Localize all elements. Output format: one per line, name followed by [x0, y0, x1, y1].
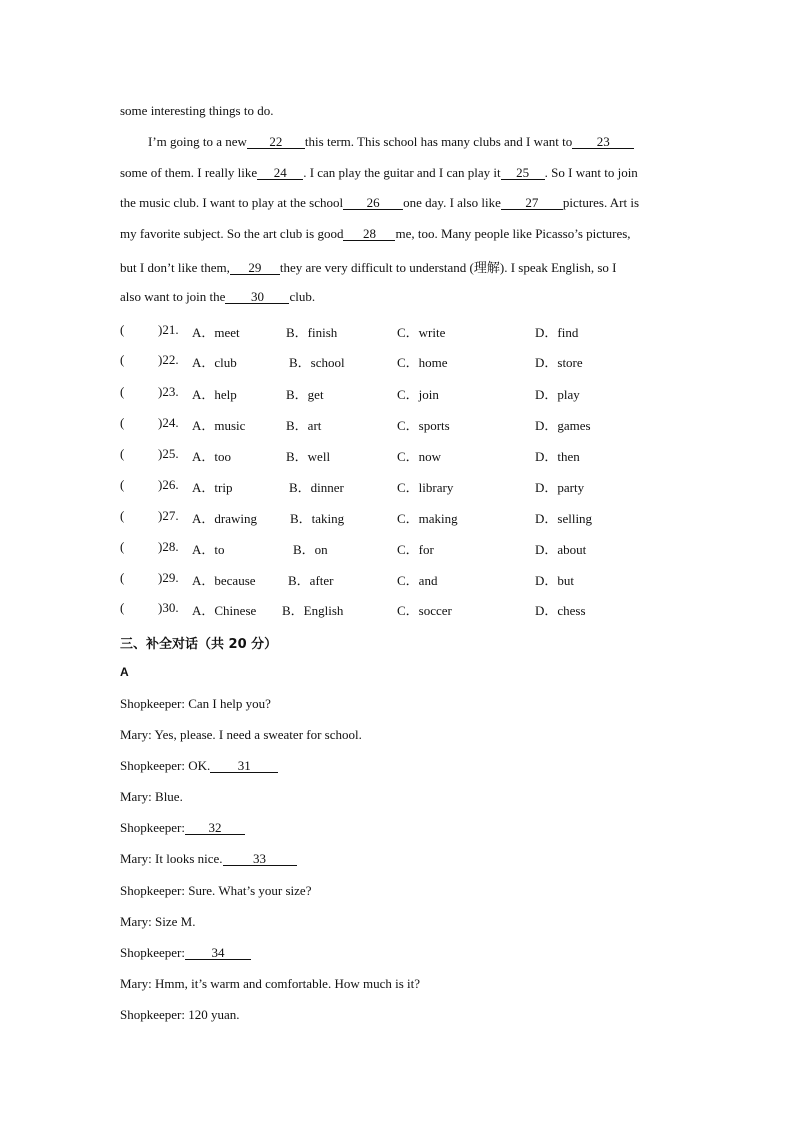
dialogue-line — [120, 976, 420, 992]
option-row-23 — [120, 384, 680, 402]
dialogue-line — [120, 883, 311, 899]
option-b: B．school — [289, 355, 345, 370]
answer-paren: ( — [120, 508, 125, 523]
blank-33: 33 — [223, 852, 297, 866]
answer-paren: ( — [120, 570, 125, 585]
option-d: D．chess — [535, 603, 586, 618]
dialogue-text: Mary: It looks nice. — [120, 851, 223, 866]
answer-paren: ( — [120, 539, 125, 554]
passage-text: . I can play the guitar and I can play it — [303, 165, 501, 180]
answer-paren: ( — [120, 384, 125, 399]
dialogue-line — [120, 696, 271, 712]
option-a: A．trip — [192, 480, 233, 495]
option-c: C．soccer — [397, 603, 452, 618]
dialogue-text: Mary: Size M. — [120, 914, 196, 929]
passage-text: but I don’t like them, — [120, 260, 230, 275]
option-a: A．because — [192, 573, 256, 588]
dialogue-line — [120, 945, 251, 961]
option-a: A．meet — [192, 325, 240, 340]
blank-22: 22 — [247, 135, 305, 149]
option-row-21 — [120, 322, 680, 340]
blank-34: 34 — [185, 946, 251, 960]
option-b: B．finish — [286, 325, 338, 340]
option-c: C．library — [397, 480, 454, 495]
dialogue-text: Shopkeeper: Sure. What’s your size? — [120, 883, 312, 898]
dialogue-text: Mary: Hmm, it’s warm and comfortable. How much is it? — [120, 976, 421, 991]
passage-text: also want to join the — [120, 289, 226, 304]
option-b: B．art — [286, 418, 322, 433]
section-title: 三、补全对话（共 20 分） — [120, 637, 278, 652]
question-number: )21. — [158, 322, 179, 337]
dialogue-text: Shopkeeper: OK. — [120, 758, 211, 773]
option-a: A．drawing — [192, 511, 257, 526]
passage-text: club. — [289, 289, 316, 304]
option-a: A．too — [192, 449, 232, 464]
question-number: )29. — [158, 570, 179, 585]
answer-paren: ( — [120, 600, 125, 615]
answer-paren: ( — [120, 322, 125, 337]
passage-text: I’m going to a new — [148, 134, 247, 149]
part-label: A — [120, 665, 129, 679]
option-d: D．find — [535, 325, 579, 340]
option-row-28 — [120, 539, 680, 557]
passage-line — [120, 289, 315, 305]
dialogue-text: Shopkeeper: Can I help you? — [120, 696, 271, 711]
question-number: )26. — [158, 477, 179, 492]
dialogue-text: Mary: Blue. — [120, 789, 183, 804]
question-number: )23. — [158, 384, 179, 399]
option-a: A．club — [192, 355, 237, 370]
blank-28: 28 — [343, 227, 395, 241]
option-d: D．games — [535, 418, 591, 433]
blank-31: 31 — [210, 759, 278, 773]
blank-27: 27 — [501, 196, 563, 210]
option-row-30 — [120, 600, 680, 618]
blank-30: 30 — [225, 290, 289, 304]
passage-line — [148, 134, 634, 150]
passage-text: some interesting things to do. — [120, 103, 274, 118]
passage-text: they are very difficult to understand (理解). I speak English, so I — [279, 260, 617, 275]
question-number: )24. — [158, 415, 179, 430]
option-d: D．selling — [535, 511, 593, 526]
dialogue-line — [120, 820, 245, 836]
option-a: A．Chinese — [192, 603, 257, 618]
answer-paren: ( — [120, 352, 125, 367]
option-b: B．well — [286, 449, 331, 464]
option-row-27 — [120, 508, 680, 526]
blank-23: 23 — [572, 135, 634, 149]
option-d: D．then — [535, 449, 580, 464]
option-d: D．store — [535, 355, 583, 370]
dialogue-line — [120, 1007, 240, 1023]
option-c: C．making — [397, 511, 458, 526]
option-b: B．get — [286, 387, 324, 402]
passage-line — [120, 226, 631, 242]
question-number: )27. — [158, 508, 179, 523]
option-a: A．music — [192, 418, 246, 433]
answer-paren: ( — [120, 477, 125, 492]
dialogue-text: Mary: Yes, please. I need a sweater for school. — [120, 727, 362, 742]
option-a: A．to — [192, 542, 225, 557]
dialogue-line — [120, 727, 362, 743]
option-row-22 — [120, 352, 680, 370]
dialogue-text: Shopkeeper: — [120, 820, 185, 835]
option-b: B．after — [288, 573, 334, 588]
passage-text: some of them. I really like — [120, 165, 258, 180]
option-c: C．now — [397, 449, 442, 464]
option-d: D．party — [535, 480, 585, 495]
passage-line — [120, 195, 639, 211]
option-row-29 — [120, 570, 680, 588]
question-number: )28. — [158, 539, 179, 554]
dialogue-line — [120, 851, 297, 867]
option-b: B．taking — [290, 511, 345, 526]
passage-text: . So I want to join — [544, 165, 638, 180]
passage-line — [120, 103, 273, 119]
option-c: C．and — [397, 573, 438, 588]
blank-29: 29 — [230, 261, 280, 275]
option-d: D．about — [535, 542, 587, 557]
option-d: D．but — [535, 573, 575, 588]
passage-text: the music club. I want to play at the school — [120, 195, 344, 210]
answer-paren: ( — [120, 446, 125, 461]
dialogue-text: Shopkeeper: — [120, 945, 185, 960]
passage-line — [120, 257, 616, 276]
option-row-26 — [120, 477, 680, 495]
option-b: B．on — [293, 542, 328, 557]
blank-32: 32 — [185, 821, 245, 835]
dialogue-line — [120, 758, 278, 774]
passage-text: pictures. Art is — [562, 195, 640, 210]
passage-text: this term. This school has many clubs and I want to — [304, 134, 573, 149]
option-b: B．dinner — [289, 480, 344, 495]
option-d: D．play — [535, 387, 580, 402]
question-number: )22. — [158, 352, 179, 367]
dialogue-line — [120, 914, 195, 930]
passage-line — [120, 165, 638, 181]
option-c: C．join — [397, 387, 439, 402]
answer-paren: ( — [120, 415, 125, 430]
dialogue-text: Shopkeeper: 120 yuan. — [120, 1007, 240, 1022]
option-c: C．sports — [397, 418, 450, 433]
passage-text: one day. I also like — [403, 195, 501, 210]
option-c: C．write — [397, 325, 446, 340]
passage-text: my favorite subject. So the art club is good — [120, 226, 344, 241]
passage-text: me, too. Many people like Picasso’s pictures, — [395, 226, 631, 241]
blank-25: 25 — [501, 166, 545, 180]
blank-24: 24 — [257, 166, 303, 180]
question-number: )30. — [158, 600, 179, 615]
dialogue-line — [120, 789, 183, 805]
option-b: B．English — [282, 603, 344, 618]
question-number: )25. — [158, 446, 179, 461]
option-row-24 — [120, 415, 680, 433]
option-c: C．for — [397, 542, 434, 557]
option-a: A．help — [192, 387, 237, 402]
option-row-25 — [120, 446, 680, 464]
blank-26: 26 — [343, 196, 403, 210]
option-c: C．home — [397, 355, 448, 370]
